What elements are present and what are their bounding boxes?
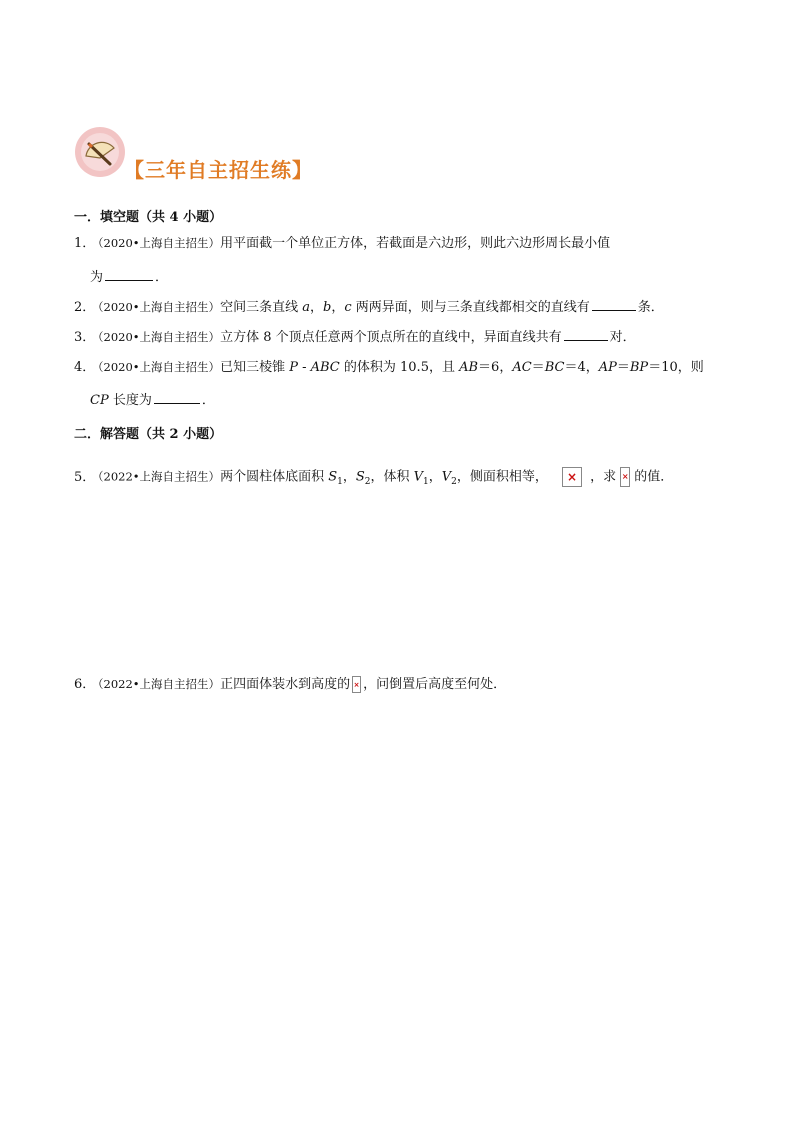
math-var: c bbox=[344, 300, 352, 315]
math-subscript: 1 bbox=[423, 477, 429, 488]
math-var: AB bbox=[459, 360, 479, 375]
math-var: V bbox=[413, 469, 424, 485]
math-var: BC bbox=[544, 360, 565, 375]
math-subscript: 2 bbox=[364, 477, 371, 488]
question-text: ， bbox=[342, 469, 356, 485]
question-source: （2020•上海自主招生） bbox=[92, 300, 221, 314]
question-text: 为 bbox=[90, 270, 104, 285]
math-subscript: 1 bbox=[337, 477, 343, 488]
question-text: 的体积为 10.5，且 bbox=[339, 360, 460, 375]
math-var: BP bbox=[629, 360, 649, 375]
question-source: （2020•上海自主招生） bbox=[92, 330, 221, 344]
question-text: ＝10，则 bbox=[648, 360, 704, 375]
question-text: 空间三条直线 bbox=[220, 300, 303, 315]
question-text: ． bbox=[155, 270, 169, 285]
question-text: 两两异面，则与三条直线都相交的直线有 bbox=[351, 300, 590, 315]
question-1 bbox=[74, 235, 610, 252]
question-4-continuation bbox=[90, 391, 215, 409]
section-title-fill: 一．填空题（共 4 小题） bbox=[74, 210, 223, 225]
question-number: 1． bbox=[74, 236, 96, 251]
section-title-answer: 二．解答题（共 2 小题） bbox=[74, 427, 223, 442]
answer-blank bbox=[105, 268, 153, 281]
question-source: （2022•上海自主招生） bbox=[92, 677, 221, 691]
math-var: a bbox=[302, 300, 310, 315]
question-number: 6． bbox=[74, 677, 96, 692]
question-text: ＝4， bbox=[564, 360, 599, 375]
math-var: S bbox=[355, 469, 365, 485]
question-number: 2． bbox=[74, 300, 96, 315]
question-3 bbox=[74, 328, 636, 346]
question-text: ＝6， bbox=[478, 360, 513, 375]
answer-blank bbox=[564, 328, 608, 341]
question-text: 两个圆柱体底面积 bbox=[220, 469, 329, 485]
question-2 bbox=[74, 298, 664, 316]
question-text: 立方体 8 个顶点任意两个顶点所在的直线中，异面直线共有 bbox=[220, 330, 562, 345]
page-title: 【三年自主招生练】 bbox=[124, 158, 313, 182]
question-text: ，体积 bbox=[370, 469, 414, 485]
question-text: ， bbox=[309, 300, 323, 315]
question-5 bbox=[74, 467, 673, 490]
broken-image-icon: × bbox=[562, 467, 582, 487]
question-text: 正四面体装水到高度的 bbox=[220, 677, 351, 692]
answer-blank bbox=[592, 298, 636, 311]
question-text: ，问倒置后高度至何处． bbox=[363, 677, 507, 692]
question-source: （2020•上海自主招生） bbox=[92, 236, 221, 250]
math-subscript: 2 bbox=[451, 477, 457, 488]
question-number: 4． bbox=[74, 360, 96, 375]
question-text: ，求 bbox=[590, 469, 617, 485]
question-text: 条． bbox=[637, 300, 664, 315]
broken-image-icon: × bbox=[352, 676, 361, 693]
answer-blank bbox=[154, 391, 200, 404]
question-number: 5． bbox=[74, 469, 96, 485]
question-4 bbox=[74, 359, 704, 376]
question-text: 长度为 bbox=[108, 393, 152, 408]
math-var: AC bbox=[512, 360, 532, 375]
math-var: P - ABC bbox=[289, 360, 340, 375]
question-text: ，侧面积相等， bbox=[456, 469, 548, 485]
math-var: AP bbox=[598, 360, 617, 375]
question-text: 已知三棱锥 bbox=[220, 360, 290, 375]
pencil-protractor-icon bbox=[74, 126, 126, 178]
section-header bbox=[74, 126, 394, 180]
question-source: （2022•上海自主招生） bbox=[92, 469, 221, 484]
question-source: （2020•上海自主招生） bbox=[92, 360, 221, 374]
question-text: ， bbox=[428, 469, 442, 485]
math-var: V bbox=[441, 469, 452, 485]
question-number: 3． bbox=[74, 330, 96, 345]
question-text: ＝ bbox=[531, 360, 545, 375]
broken-image-icon: × bbox=[620, 467, 630, 487]
question-text: ＝ bbox=[616, 360, 630, 375]
question-text: 的值． bbox=[634, 469, 674, 485]
question-text: ， bbox=[331, 300, 345, 315]
question-text: 对． bbox=[609, 330, 636, 345]
math-var: CP bbox=[90, 393, 109, 408]
question-1-continuation bbox=[90, 268, 168, 286]
question-6 bbox=[74, 676, 506, 693]
question-text: ． bbox=[201, 393, 215, 408]
math-var: b bbox=[322, 300, 332, 315]
question-text: 用平面截一个单位正方体，若截面是六边形，则此六边形周长最小值 bbox=[220, 236, 611, 251]
math-var: S bbox=[328, 469, 338, 485]
